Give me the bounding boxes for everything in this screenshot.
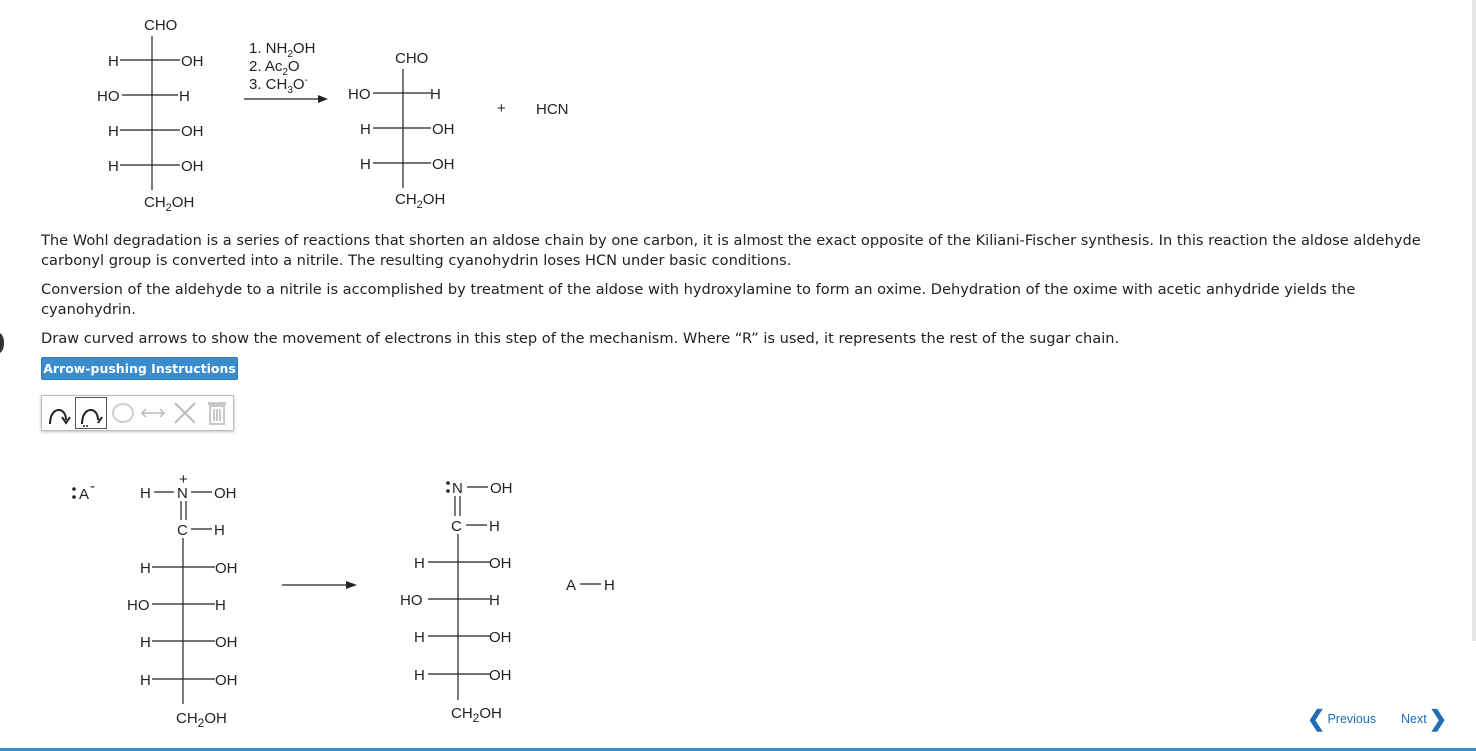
svg-text:HO: HO [400,592,423,609]
mechanism-left-structure[interactable] [127,471,238,730]
svg-text:OH: OH [215,560,238,577]
product-row3-left: H [360,156,371,173]
product-row1-left: HO [348,86,371,103]
svg-text:C: C [451,518,462,535]
product-cho: CHO [395,50,429,67]
reagent-2: 2. $Ac_2O$ [249,58,300,78]
plus-sign: + [497,100,506,117]
reactant-row2-left: HO [97,88,120,105]
base-a-minus[interactable] [72,478,95,503]
svg-text:A: A [79,486,90,503]
svg-text:OH: OH [215,672,238,689]
previous-link[interactable]: ❮ Previous [1307,706,1377,731]
svg-text:N: N [452,480,463,497]
resize-arrow-icon[interactable] [138,398,168,428]
svg-text:H: H [140,485,151,502]
arrow-pushing-instructions-button[interactable]: Arrow-pushing Instructions [41,357,238,380]
svg-text:-: - [90,478,95,495]
product-row2-left: H [360,121,371,138]
svg-text:OH: OH [214,485,237,502]
svg-text:OH: OH [489,667,512,684]
chevron-left-icon: ❮ [1307,706,1326,731]
svg-text:N: N [177,485,188,502]
svg-text:+: + [179,471,188,488]
curved-arrow-icon[interactable] [44,398,74,428]
product-ch2oh: $CH_2OH$ [395,191,446,211]
chevron-right-icon: ❯ [1428,706,1448,731]
svg-text:H: H [604,577,615,594]
product-fischer [348,50,455,211]
drawing-toolbar [41,395,234,431]
intro-paragraph: The Wohl degradation is a series of reactions that shorten an aldose chain by one carbon, it is almost the exact opposite of the Kiliani-Fischer synthesis. In this reaction the aldose aldehyde carbonyl group is converted into a nitrile. The resulting cyanohydrin loses HCN under basic conditions. [41,232,1421,269]
reactant-row3-left: H [108,123,119,140]
lasso-icon[interactable] [108,398,138,428]
acid-a-h[interactable] [566,577,615,594]
svg-text:CH2OH: $CH_2OH$ [176,710,227,730]
svg-text:H: H [140,560,151,577]
reactant-row4-left: H [108,158,119,175]
svg-text:OH: OH [489,629,512,646]
delete-x-icon[interactable] [170,398,200,428]
svg-text:A: A [566,577,577,594]
svg-text:HO: HO [127,597,150,614]
reagents [244,40,328,103]
svg-text:C: C [177,522,188,539]
reactant-row4-right: OH [181,158,204,175]
product-row1-right: H [430,86,441,103]
reactant-row1-left: H [108,53,119,70]
mechanism-arrow [282,581,357,589]
reactant-row3-right: OH [181,123,204,140]
svg-text:H: H [414,667,425,684]
next-link[interactable]: Next ❯ [1401,706,1448,731]
trash-icon[interactable] [202,398,232,428]
svg-text:OH: OH [490,480,513,497]
reactant-row1-right: OH [181,53,204,70]
product-row2-right: OH [432,121,455,138]
svg-text:OH: OH [215,634,238,651]
svg-text:H: H [414,629,425,646]
reagent-3: 3. $CH_3O^-$ [249,75,308,96]
svg-text:H: H [140,672,151,689]
conversion-paragraph: Conversion of the aldehyde to a nitrile is accomplished by treatment of the aldose with hydroxylamine to form an oxime. Dehydration of the oxime with acetic anhydride yields the cyanohydrin. [41,281,1356,318]
hcn-label: HCN [536,101,569,118]
svg-text:H: H [489,518,500,535]
reactant-row2-right: H [179,88,190,105]
product-row3-right: OH [432,156,455,173]
svg-text:CH2OH: $CH_2OH$ [451,705,502,725]
reactant-ch2oh: $CH_2OH$ [144,194,195,214]
reactant-cho: CHO [144,17,178,34]
svg-text:H: H [214,522,225,539]
svg-text:OH: OH [489,555,512,572]
instruction-paragraph: Draw curved arrows to show the movement of electrons in this step of the mechanism. Where “R” is used, it represents the rest of the sugar chain. [41,330,1120,347]
svg-text:H: H [414,555,425,572]
svg-text:H: H [489,592,500,609]
single-electron-arrow-icon[interactable] [76,398,106,428]
reactant-fischer [97,17,204,214]
svg-text:H: H [140,634,151,651]
svg-text:H: H [215,597,226,614]
mechanism-right-structure[interactable] [400,480,513,725]
reagent-1: 1. $NH_2OH$ [249,40,316,60]
